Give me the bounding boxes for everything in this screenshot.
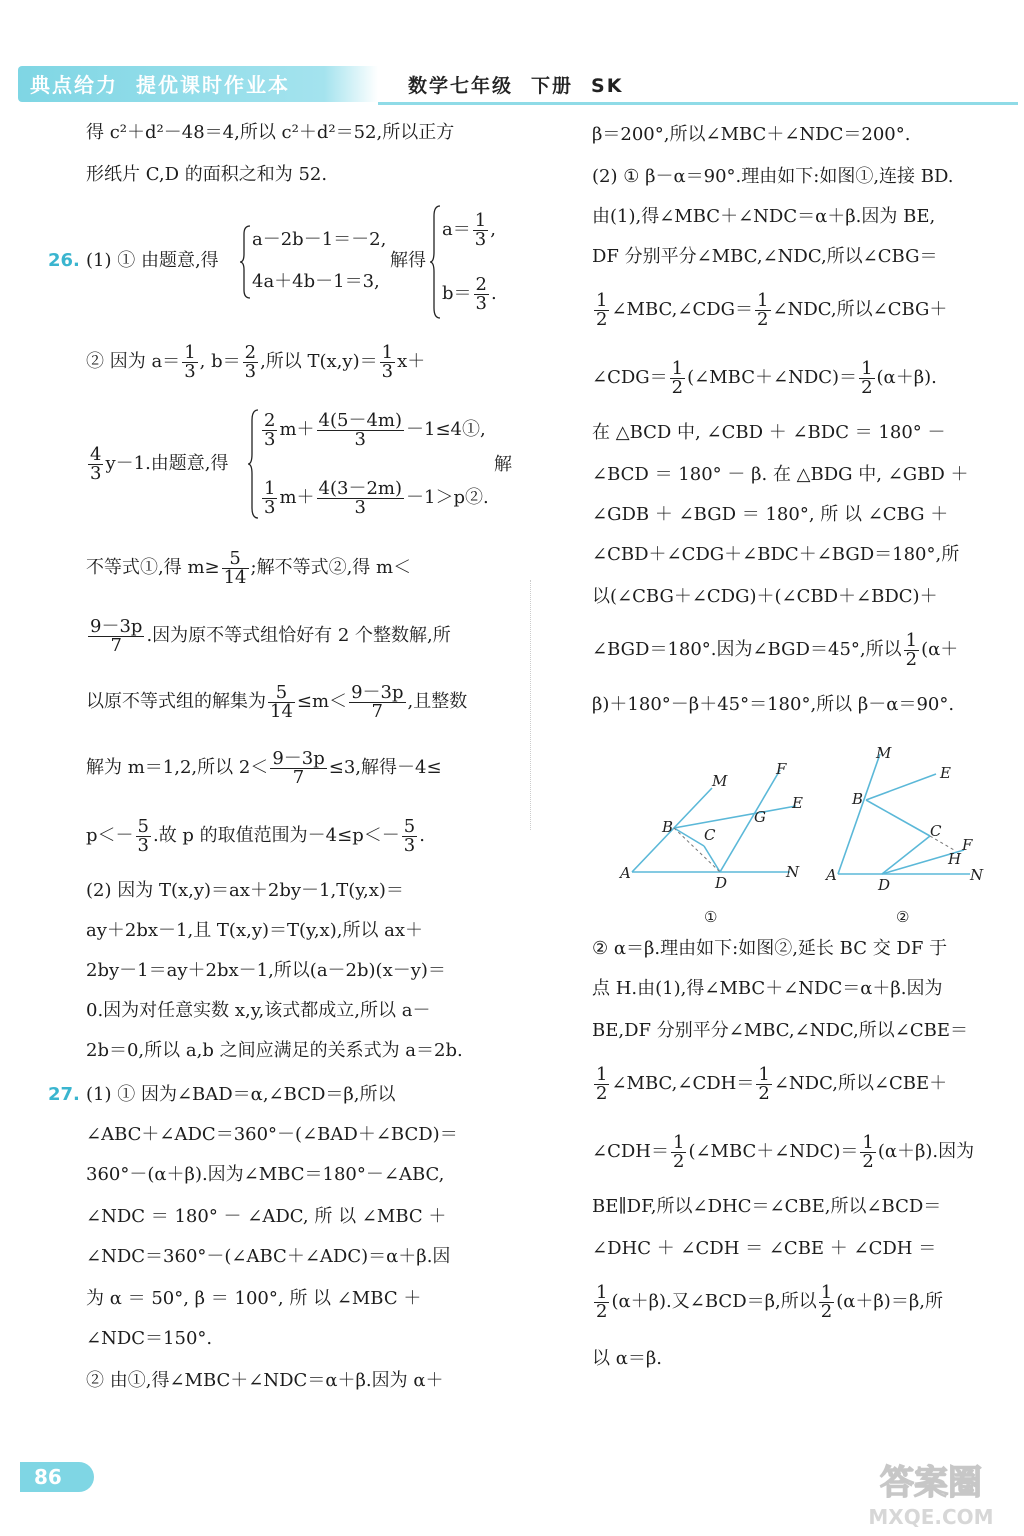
fraction-denominator: 3 xyxy=(264,428,276,450)
line-BC xyxy=(674,828,704,846)
math-text: .故 p 的取值范围为－4≤p＜－ xyxy=(152,825,400,846)
text-line: (1) ① 因为∠BAD＝α,∠BCD＝β,所以 xyxy=(86,1084,396,1105)
text-line: β)＋180°－β＋45°＝180°,所以 β－α＝90°. xyxy=(592,694,955,715)
fraction-numerator: 1 xyxy=(757,289,769,311)
math-text: ∠CDG＝ xyxy=(592,367,668,388)
math-text: a＝ xyxy=(442,219,471,240)
point-label: G xyxy=(754,808,766,826)
fraction-denominator: 7 xyxy=(110,634,122,656)
text-line xyxy=(86,682,467,722)
fraction xyxy=(670,357,685,398)
math-text: ∠NDC,所以∠CBG＋ xyxy=(772,299,948,320)
fraction-numerator: 1 xyxy=(820,1281,833,1303)
fraction xyxy=(755,289,770,330)
fraction xyxy=(594,1063,609,1104)
text-line xyxy=(86,748,442,788)
watermark-url: MXQE.COM xyxy=(868,1505,994,1529)
math-text: .因为原不等式组恰好有 2 个整数解,所 xyxy=(146,625,451,646)
math-text: (α＋β)＝β,所 xyxy=(836,1291,943,1312)
math-text: 以原不等式组的解集为 xyxy=(86,691,266,712)
inequality-2 xyxy=(260,478,489,518)
fraction xyxy=(819,1281,834,1322)
fraction-numerator: 4 xyxy=(90,443,102,465)
fraction-denominator: 3 xyxy=(381,360,394,382)
equation: 4a＋4b－1＝3, xyxy=(252,271,380,292)
math-text: (α＋β). xyxy=(876,367,937,388)
fraction-numerator: 1 xyxy=(862,1131,874,1153)
fraction-numerator: 1 xyxy=(184,341,196,363)
brace-icon xyxy=(240,224,252,300)
fraction-numerator: 1 xyxy=(758,1063,770,1085)
text-line: ∠GDB ＋ ∠BGD ＝ 180°, 所 以 ∠CBG ＋ xyxy=(592,504,949,525)
fraction-denominator: 3 xyxy=(244,360,257,382)
watermark-logo xyxy=(846,1452,1016,1532)
math-text: m＋ xyxy=(279,419,315,440)
problem-number: 27. xyxy=(48,1084,80,1105)
math-text: ∠NDC,所以∠CBE＋ xyxy=(773,1073,948,1094)
inequality-1 xyxy=(260,410,486,450)
fraction xyxy=(268,681,295,722)
fraction xyxy=(594,1281,609,1322)
text-line: 2b＝0,所以 a,b 之间应满足的关系式为 a＝2b. xyxy=(86,1040,463,1061)
brace-icon xyxy=(248,408,260,520)
math-text: －1≤4①, xyxy=(406,419,486,440)
text-line: 解 xyxy=(494,454,512,475)
fraction-denominator: 7 xyxy=(292,766,305,788)
fraction-denominator: 2 xyxy=(596,1300,608,1322)
math-text: (α＋ xyxy=(921,639,959,660)
text-line: ∠NDC ＝ 180° － ∠ADC, 所 以 ∠MBC ＋ xyxy=(86,1206,447,1227)
point-label: F xyxy=(962,836,973,854)
geometry-figures xyxy=(600,740,1020,930)
text-line: 2by－1＝ay＋2bx－1,所以(a－2b)(x－y)＝ xyxy=(86,960,446,981)
math-text: . xyxy=(419,825,425,846)
math-text: ≤3,解得－4≤ xyxy=(328,757,442,778)
math-text: b＝ xyxy=(442,283,472,304)
fraction-numerator: 1 xyxy=(596,1281,608,1303)
math-text: , b＝ xyxy=(199,351,241,372)
math-text: －1＞p②. xyxy=(406,487,489,508)
fraction-numerator: 5 xyxy=(403,815,416,837)
math-text: (∠MBC＋∠NDC)＝ xyxy=(687,367,858,388)
text-line: 形纸片 C,D 的面积之和为 52. xyxy=(86,164,328,185)
fraction-denominator: 2 xyxy=(862,1150,874,1172)
math-text: ∠MBC,∠CDG＝ xyxy=(611,299,754,320)
fraction xyxy=(380,341,395,382)
text-line: DF 分别平分∠MBC,∠NDC,所以∠CBG＝ xyxy=(592,246,938,267)
text-line: ② α＝β.理由如下:如图②,延长 BC 交 DF 于 xyxy=(592,938,948,959)
page-number: 86 xyxy=(20,1462,94,1492)
fraction-numerator: 1 xyxy=(672,1131,685,1153)
fraction-denominator: 14 xyxy=(223,566,247,588)
point-label: F xyxy=(776,760,787,778)
math-text: (α＋β).又∠BCD＝β,所以 xyxy=(611,1291,817,1312)
fraction-numerator: 1 xyxy=(474,209,487,231)
fraction xyxy=(88,615,144,656)
book-volume: 下册 xyxy=(531,75,574,97)
text-line: (1) ① 由题意,得 xyxy=(86,250,219,271)
point-label: C xyxy=(704,826,716,844)
fraction xyxy=(222,547,249,588)
figure-caption: ② xyxy=(896,908,910,926)
math-text: (∠MBC＋∠NDC)＝ xyxy=(688,1141,859,1162)
fraction-numerator: 1 xyxy=(596,1063,608,1085)
figure-caption: ① xyxy=(704,908,718,926)
fraction-denominator: 2 xyxy=(820,1300,833,1322)
line-AM xyxy=(838,754,880,874)
math-text: ,且整数 xyxy=(407,691,468,712)
point-label: B xyxy=(662,818,674,836)
column-divider xyxy=(530,580,532,830)
series-subtitle: 提优课时作业本 xyxy=(136,73,290,97)
point-label: A xyxy=(620,864,631,882)
text-line: 以(∠CBG＋∠CDG)＋(∠CBD＋∠BDC)＋ xyxy=(592,586,938,607)
text-line xyxy=(86,548,411,588)
fraction-denominator: 3 xyxy=(90,462,102,484)
fraction xyxy=(88,443,103,484)
fraction-numerator: 4(3－2m) xyxy=(318,477,403,499)
text-line: β＝200°,所以∠MBC＋∠NDC＝200°. xyxy=(592,124,911,145)
math-text: ∠CDH＝ xyxy=(592,1141,669,1162)
fraction xyxy=(860,1131,875,1172)
math-text: x＋ xyxy=(397,351,426,372)
text-line xyxy=(592,1282,943,1322)
fraction-numerator: 1 xyxy=(381,341,394,363)
math-text: ,所以 T(x,y)＝ xyxy=(260,351,378,372)
watermark-text: 答案圈 xyxy=(880,1463,982,1503)
fraction-numerator: 4(5－4m) xyxy=(318,409,403,431)
point-label: M xyxy=(876,744,892,762)
fraction-denominator: 3 xyxy=(137,834,149,856)
text-line: 由(1),得∠MBC＋∠NDC＝α＋β.因为 BE, xyxy=(592,206,936,227)
text-line: ∠NDC＝150°. xyxy=(86,1328,213,1349)
point-label: N xyxy=(970,866,984,884)
text-line xyxy=(86,816,425,856)
text-line: 0.因为对任意实数 x,y,该式都成立,所以 a－ xyxy=(86,1000,431,1021)
math-text: ;解不等式②,得 m＜ xyxy=(250,557,412,578)
fraction-numerator: 2 xyxy=(475,273,487,295)
line-DF xyxy=(720,770,780,872)
fraction-denominator: 14 xyxy=(270,700,293,722)
text-line xyxy=(592,358,937,398)
text-line xyxy=(592,630,958,670)
point-label: C xyxy=(930,822,942,840)
fraction-numerator: 1 xyxy=(671,357,684,379)
fraction xyxy=(136,815,151,856)
fraction xyxy=(756,1063,771,1104)
book-title xyxy=(408,71,641,98)
fraction-denominator: 3 xyxy=(354,496,366,518)
fraction-numerator: 1 xyxy=(861,357,873,379)
fraction-numerator: 2 xyxy=(244,341,257,363)
header-rule xyxy=(378,102,1018,105)
math-text: . xyxy=(490,283,497,304)
fraction xyxy=(317,409,404,450)
line-BC xyxy=(866,800,930,836)
line-CD xyxy=(882,836,930,874)
fraction-numerator: 1 xyxy=(596,289,608,311)
fraction-numerator: 1 xyxy=(264,477,276,499)
text-line: 解得 xyxy=(390,250,426,271)
fraction xyxy=(671,1131,686,1172)
text-line: BE∥DF,所以∠DHC＝∠CBE,所以∠BCD＝ xyxy=(592,1196,942,1217)
point-label: E xyxy=(940,764,951,782)
fraction xyxy=(473,209,488,250)
solution-a xyxy=(442,210,496,250)
fraction-denominator: 2 xyxy=(596,308,608,330)
fraction-denominator: 3 xyxy=(184,360,196,382)
fraction xyxy=(594,289,609,330)
text-line: BE,DF 分别平分∠MBC,∠NDC,所以∠CBE＝ xyxy=(592,1020,968,1041)
math-text: m＋ xyxy=(279,487,315,508)
fraction xyxy=(859,357,874,398)
fraction-denominator: 3 xyxy=(354,428,366,450)
fraction xyxy=(262,409,277,450)
text-line: ay＋2bx－1,且 T(x,y)＝T(y,x),所以 ax＋ xyxy=(86,920,424,941)
text-line: 点 H.由(1),得∠MBC＋∠NDC＝α＋β.因为 xyxy=(592,978,943,999)
series-name: 典点给力 xyxy=(30,73,118,97)
math-text: y－1.由题意,得 xyxy=(105,453,229,474)
fraction-denominator: 3 xyxy=(403,834,416,856)
fraction xyxy=(262,477,277,518)
fraction-denominator: 7 xyxy=(371,700,383,722)
text-line: ∠CBD＋∠CDG＋∠BDC＋∠BGD＝180°,所 xyxy=(592,544,960,565)
text-line: (2) 因为 T(x,y)＝ax＋2by－1,T(y,x)＝ xyxy=(86,880,404,901)
fraction-denominator: 3 xyxy=(474,228,487,250)
solution-b xyxy=(442,274,497,314)
text-line xyxy=(86,444,229,484)
math-text: p＜－ xyxy=(86,825,134,846)
fraction-denominator: 2 xyxy=(672,1150,685,1172)
point-label: H xyxy=(948,850,962,868)
text-line: ② 由①,得∠MBC＋∠NDC＝α＋β.因为 α＋ xyxy=(86,1370,444,1391)
line-BE xyxy=(866,774,936,800)
math-text: 不等式①,得 m≥ xyxy=(86,557,220,578)
fraction-numerator: 9－3p xyxy=(90,615,143,637)
fraction xyxy=(402,815,417,856)
text-line: 以 α＝β. xyxy=(592,1348,663,1369)
text-line xyxy=(86,616,451,656)
text-line xyxy=(592,1132,974,1172)
fraction-numerator: 5 xyxy=(268,684,295,703)
fraction-denominator: 2 xyxy=(861,376,873,398)
fraction xyxy=(474,273,489,314)
point-label: D xyxy=(715,874,728,892)
fraction-denominator: 2 xyxy=(757,308,769,330)
fraction xyxy=(904,629,919,670)
text-line: 360°－(α＋β).因为∠MBC＝180°－∠ABC, xyxy=(86,1164,445,1185)
fraction-numerator: 9－3p xyxy=(272,747,325,769)
fraction-numerator: 2 xyxy=(264,409,276,431)
math-text: (α＋β).因为 xyxy=(877,1141,975,1162)
text-line xyxy=(592,1064,947,1104)
fraction-denominator: 2 xyxy=(905,648,918,670)
fraction-denominator: 3 xyxy=(475,292,487,314)
text-line xyxy=(592,290,947,330)
math-text: ∠MBC,∠CDH＝ xyxy=(611,1073,755,1094)
page-header xyxy=(0,0,1024,110)
fraction xyxy=(182,341,197,382)
fraction-denominator: 2 xyxy=(671,376,684,398)
math-text: 解为 m＝1,2,所以 2＜ xyxy=(86,757,269,778)
fraction-denominator: 3 xyxy=(264,496,276,518)
equation: a－2b－1＝－2, xyxy=(252,229,387,250)
point-label: A xyxy=(826,866,837,884)
fraction-numerator: 1 xyxy=(905,629,918,651)
fraction xyxy=(317,477,404,518)
text-line: ∠NDC＝360°－(∠ABC＋∠ADC)＝α＋β.因 xyxy=(86,1246,451,1267)
math-text: ② 因为 a＝ xyxy=(86,351,181,372)
fraction-numerator: 9－3p xyxy=(351,681,404,703)
text-line: ∠DHC ＋ ∠CDH ＝ ∠CBE ＋ ∠CDH ＝ xyxy=(592,1238,937,1259)
fraction-denominator: 2 xyxy=(758,1082,770,1104)
text-line: ∠ABC＋∠ADC＝360°－(∠BAD＋∠BCD)＝ xyxy=(86,1124,458,1145)
book-edition: SK xyxy=(591,75,624,97)
fraction-numerator: 5 xyxy=(222,550,249,569)
text-line: (2) ① β－α＝90°.理由如下:如图①,连接 BD. xyxy=(592,166,954,187)
fraction xyxy=(270,747,326,788)
math-text: ≤m＜ xyxy=(296,691,348,712)
figure-2 xyxy=(824,744,984,926)
figure-1 xyxy=(618,760,803,926)
point-label: D xyxy=(878,876,891,894)
series-title xyxy=(30,69,308,98)
text-line: 在 △BCD 中, ∠CBD ＋ ∠BDC ＝ 180° － xyxy=(592,422,946,443)
point-label: E xyxy=(792,794,803,812)
math-text: , xyxy=(490,219,496,240)
book-subject: 数学七年级 xyxy=(408,75,514,97)
math-text: ∠BGD＝180°.因为∠BGD＝45°,所以 xyxy=(592,639,902,660)
text-line: 得 c²＋d²－48＝4,所以 c²＋d²＝52,所以正方 xyxy=(86,122,455,143)
brace-icon xyxy=(430,204,442,320)
text-line xyxy=(86,342,425,382)
point-label: N xyxy=(786,863,800,881)
point-label: B xyxy=(852,790,864,808)
fraction xyxy=(243,341,258,382)
fraction-numerator: 5 xyxy=(137,815,149,837)
point-label: M xyxy=(712,772,728,790)
problem-number: 26. xyxy=(48,250,80,271)
fraction-denominator: 2 xyxy=(596,1082,608,1104)
text-line: 为 α ＝ 50°, β ＝ 100°, 所 以 ∠MBC ＋ xyxy=(86,1288,422,1309)
text-line: ∠BCD ＝ 180° － β. 在 △BDG 中, ∠GBD ＋ xyxy=(592,464,969,485)
fraction xyxy=(349,681,405,722)
